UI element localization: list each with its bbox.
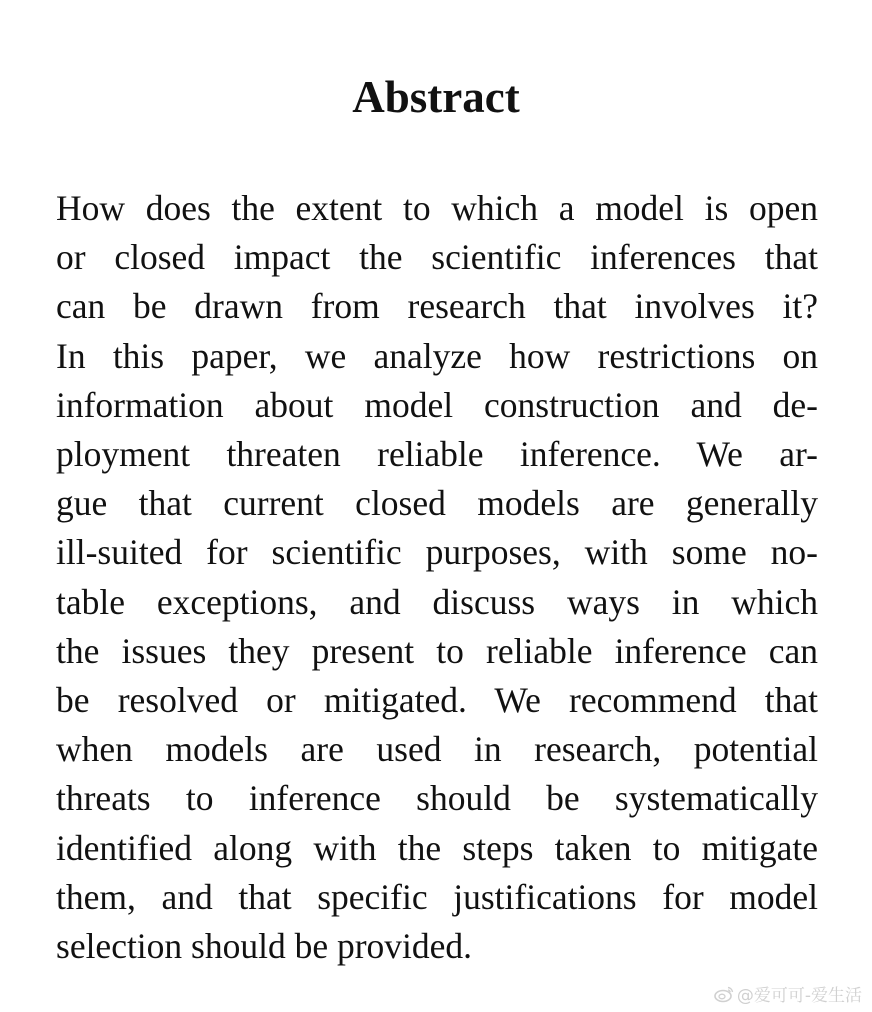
abstract-line: threats to inference should be systematically bbox=[56, 778, 818, 819]
abstract-body bbox=[56, 184, 818, 971]
abstract-line: gue that current closed models are generally bbox=[56, 483, 818, 524]
abstract-line: when models are used in research, potential bbox=[56, 729, 818, 770]
abstract-line: information about model construction and de- bbox=[56, 384, 818, 425]
abstract-line: identified along with the steps taken to mitigate bbox=[56, 827, 818, 868]
abstract-line: ployment threaten reliable inference. We ar- bbox=[56, 434, 818, 475]
abstract-line: be resolved or mitigated. We recommend that bbox=[56, 680, 818, 721]
weibo-icon bbox=[714, 985, 734, 1003]
abstract-line: them, and that specific justifications for model bbox=[56, 876, 818, 917]
watermark-text: @爱可可-爱生活 bbox=[736, 986, 862, 1006]
abstract-line: In this paper, we analyze how restrictions on bbox=[56, 335, 818, 376]
abstract-title: Abstract bbox=[352, 72, 520, 122]
abstract-line: the issues they present to reliable inference can bbox=[56, 630, 818, 671]
abstract-line: ill-suited for scientific purposes, with some no- bbox=[56, 532, 818, 573]
abstract-line: How does the extent to which a model is open bbox=[56, 188, 818, 228]
abstract-line: can be drawn from research that involves it? bbox=[56, 286, 818, 327]
abstract-line: or closed impact the scientific inferences that bbox=[56, 237, 818, 278]
watermark bbox=[714, 981, 862, 1006]
abstract-line: table exceptions, and discuss ways in which bbox=[56, 581, 818, 622]
abstract-line: selection should be provided. bbox=[56, 926, 473, 967]
